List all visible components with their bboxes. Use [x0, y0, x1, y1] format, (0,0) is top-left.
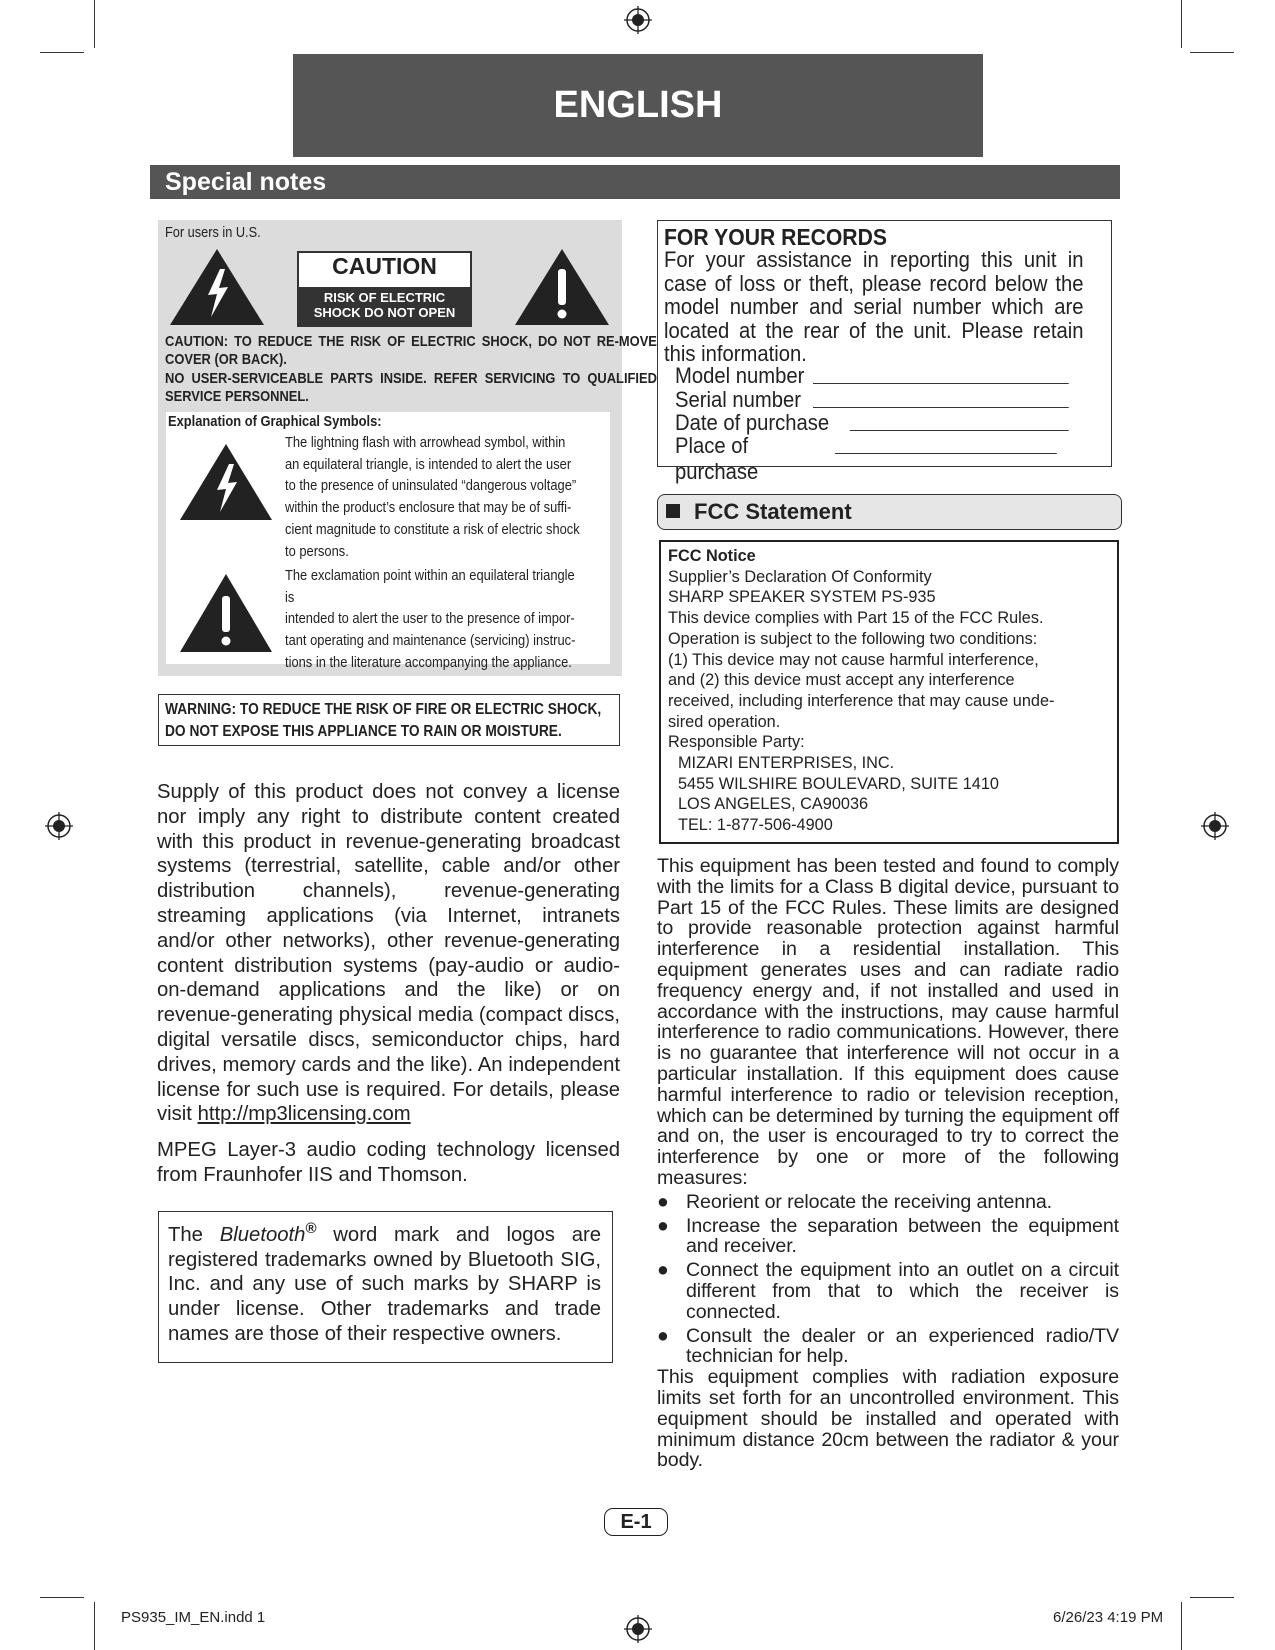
field-label: Place of purchase: [675, 433, 759, 484]
crop-mark: [40, 1597, 84, 1598]
records-text: For your assistance in reporting this unit in case of loss or theft, please record below the model number and serial number which are located at the rear of the unit. Please retain this information.: [664, 247, 1084, 366]
place-of-purchase-field: [675, 433, 1057, 485]
caution-sub-line: SHOCK DO NOT OPEN: [313, 305, 456, 320]
bluetooth-brand: Bluetooth: [219, 1223, 306, 1246]
write-line[interactable]: [813, 387, 1069, 408]
registration-mark-icon: [44, 811, 74, 841]
warning-line: DO NOT EXPOSE THIS APPLIANCE TO RAIN OR MOISTURE.: [165, 723, 562, 740]
bluetooth-pre: The: [168, 1223, 203, 1246]
bullet-icon: ●: [657, 1324, 669, 1347]
license-paragraph: [157, 780, 620, 1127]
caution-text: [165, 333, 657, 406]
registered-mark: ®: [305, 1220, 317, 1237]
text-line: Operation is subject to the following two conditions:: [668, 629, 1038, 648]
list-item: [657, 1260, 1119, 1322]
text-line: Supplier’s Declaration Of Conformity: [668, 567, 932, 586]
registration-mark-icon: [623, 5, 653, 35]
field-label: Date of purchase: [675, 410, 830, 435]
fcc-body: [657, 856, 1119, 1471]
write-line[interactable]: [813, 363, 1069, 384]
list-item: [657, 1326, 1119, 1368]
crop-mark: [1190, 52, 1234, 53]
bullet-icon: ●: [657, 1190, 669, 1213]
warning-line: WARNING: TO REDUCE THE RISK OF FIRE OR ELECTRIC SHOCK,: [165, 701, 602, 718]
exclamation-warning-icon: [178, 572, 274, 654]
text-line: tions in the literature accompanying the appliance.: [285, 653, 572, 671]
text-line: The lightning flash with arrowhead symbol, within: [285, 434, 566, 451]
registration-mark-icon: [623, 1614, 653, 1644]
text-line: and (2) this device must accept any interference: [668, 671, 1015, 690]
text-line: The exclamation point within an equilateral triangle is: [285, 567, 575, 606]
section-title: Special notes: [150, 165, 1120, 199]
exclamation-symbol-explanation: [285, 565, 582, 674]
caution-sub-line: RISK OF ELECTRIC: [323, 290, 446, 305]
fcc-notice-title: FCC Notice: [668, 547, 756, 565]
page-number: E-1: [604, 1508, 668, 1536]
caution-label-subtitle: [299, 287, 470, 325]
crop-mark: [94, 1602, 95, 1650]
lightning-warning-icon: [178, 442, 274, 522]
text-line: received, including interference that may cause unde-: [668, 691, 1055, 710]
crop-mark: [1181, 0, 1182, 48]
text-line: within the product’s enclosure that may be of suffi-: [285, 499, 572, 517]
users-label: For users in U.S.: [165, 224, 261, 241]
bullet-text: Increase the separation between the equipment and receiver.: [686, 1214, 1119, 1258]
text-line: an equilateral triangle, is intended to alert the user: [285, 455, 572, 473]
bullet-text: Consult the dealer or an experienced radio/TV technician for help.: [686, 1324, 1119, 1368]
text-line: (1) This device may not cause harmful interference,: [668, 650, 1039, 669]
exclamation-warning-icon: [513, 247, 611, 327]
text-line: TEL: 1-877-506-4900: [678, 816, 833, 835]
crop-mark: [94, 0, 95, 48]
text-line: SHARP SPEAKER SYSTEM PS-935: [668, 588, 936, 607]
mpeg-paragraph: MPEG Layer-3 audio coding technology licensed from Fraunhofer IIS and Thomson.: [157, 1139, 620, 1186]
bullet-text: Connect the equipment into an outlet on a circuit different from that to which the receiver is connected.: [686, 1259, 1119, 1323]
caution-label-title: CAUTION: [332, 253, 437, 279]
radiation-text: This equipment complies with radiation exposure limits set forth for an uncontrolled environment. This equipment should be installed and operated with minimum distance 20cm between the radiator & your body.: [657, 1366, 1119, 1472]
text-line: This device complies with Part 15 of the FCC Rules.: [668, 609, 1044, 628]
warning-text: [165, 699, 612, 743]
text-line: to the presence of uninsulated “dangerous voltage”: [285, 477, 577, 495]
footer-file-name: PS935_IM_EN.indd 1: [121, 1609, 266, 1626]
lightning-warning-icon: [168, 247, 266, 327]
square-bullet-icon: [666, 504, 680, 518]
model-number-field: [675, 363, 1069, 389]
caution-text-line: NO USER-SERVICEABLE PARTS INSIDE. REFER SERVICING TO QUALIFIED SERVICE PERSONNEL.: [165, 369, 657, 405]
fcc-body-text: This equipment has been tested and found to comply with the limits for a Class B digital device, pursuant to Part 15 of the FCC Rules. These limits are designed to provide reasonable protection against harmful interference in a residential installation. This equipment generates uses and can radiate radio frequency energy and, if not installed and used in accordance with the instructions, may cause harmful interference to radio communications. However, there is no guarantee that interference will not occur in a particular installation. If this equipment does cause harmful interference to radio or television reception, which can be determined by turning the equipment off and on, the user is encouraged to try to correct the interference by one or more of the following measures:: [657, 855, 1119, 1189]
mp3licensing-link[interactable]: http://mp3licensing.com: [197, 1103, 411, 1126]
license-text: Supply of this product does not convey a license nor imply any right to distribute content created with this product in revenue-generating broadcast systems (terrestrial, satellite, cable and/or other distribution channels), revenue-generating streaming applications (via Internet, intranets and/or other networks), other revenue-generating content distribution systems (pay-audio or audio-on-demand applications and the like) or on revenue-generating physical media (compact discs, digital versatile discs, semiconductor chips, hard drives, memory cards and the like). An independent license for such use is required. For details, please visit: [157, 781, 620, 1126]
write-line[interactable]: [850, 410, 1069, 431]
text-line: Responsible Party:: [668, 733, 805, 752]
bullet-text: Reorient or relocate the receiving antenna.: [686, 1190, 1053, 1213]
fcc-heading: [657, 494, 1122, 530]
bluetooth-post: word mark and logos are registered trademarks owned by Bluetooth SIG, Inc. and any use of such marks by SHARP is under license. Other trademarks and trade names are those of their respective owners.: [168, 1223, 602, 1345]
bullet-icon: ●: [657, 1259, 669, 1282]
text-line: tant operating and maintenance (servicing) instruc-: [285, 632, 576, 650]
bullet-icon: ●: [657, 1214, 669, 1237]
text-line: MIZARI ENTERPRISES, INC.: [678, 754, 895, 773]
crop-mark: [1181, 1602, 1182, 1650]
footer-date: 6/26/23 4:19 PM: [1053, 1609, 1164, 1626]
language-banner: ENGLISH: [293, 54, 983, 157]
explanation-title: Explanation of Graphical Symbols:: [168, 413, 382, 430]
text-line: sired operation.: [668, 712, 781, 731]
write-line[interactable]: [835, 433, 1057, 454]
fcc-heading-text: FCC Statement: [694, 499, 852, 524]
list-item: [657, 1192, 1119, 1213]
text-line: 5455 WILSHIRE BOULEVARD, SUITE 1410: [678, 774, 999, 793]
crop-mark: [40, 52, 84, 53]
text-line: cient magnitude to constitute a risk of electric shock: [285, 520, 580, 538]
fcc-notice-text: [668, 546, 1118, 836]
text-line: LOS ANGELES, CA90036: [678, 795, 869, 814]
list-item: [657, 1216, 1119, 1258]
crop-mark: [1190, 1597, 1234, 1598]
field-label: Serial number: [675, 387, 801, 412]
registration-mark-icon: [1200, 811, 1230, 841]
records-title: FOR YOUR RECORDS: [664, 224, 887, 250]
lightning-symbol-explanation: [285, 432, 582, 562]
bluetooth-trademark-text: [168, 1217, 601, 1347]
caution-text-line: CAUTION: TO REDUCE THE RISK OF ELECTRIC SHOCK, DO NOT RE-MOVE COVER (OR BACK).: [165, 333, 657, 369]
text-line: to persons.: [285, 542, 349, 560]
text-line: intended to alert the user to the presence of impor-: [285, 610, 575, 628]
field-label: Model number: [675, 363, 805, 388]
